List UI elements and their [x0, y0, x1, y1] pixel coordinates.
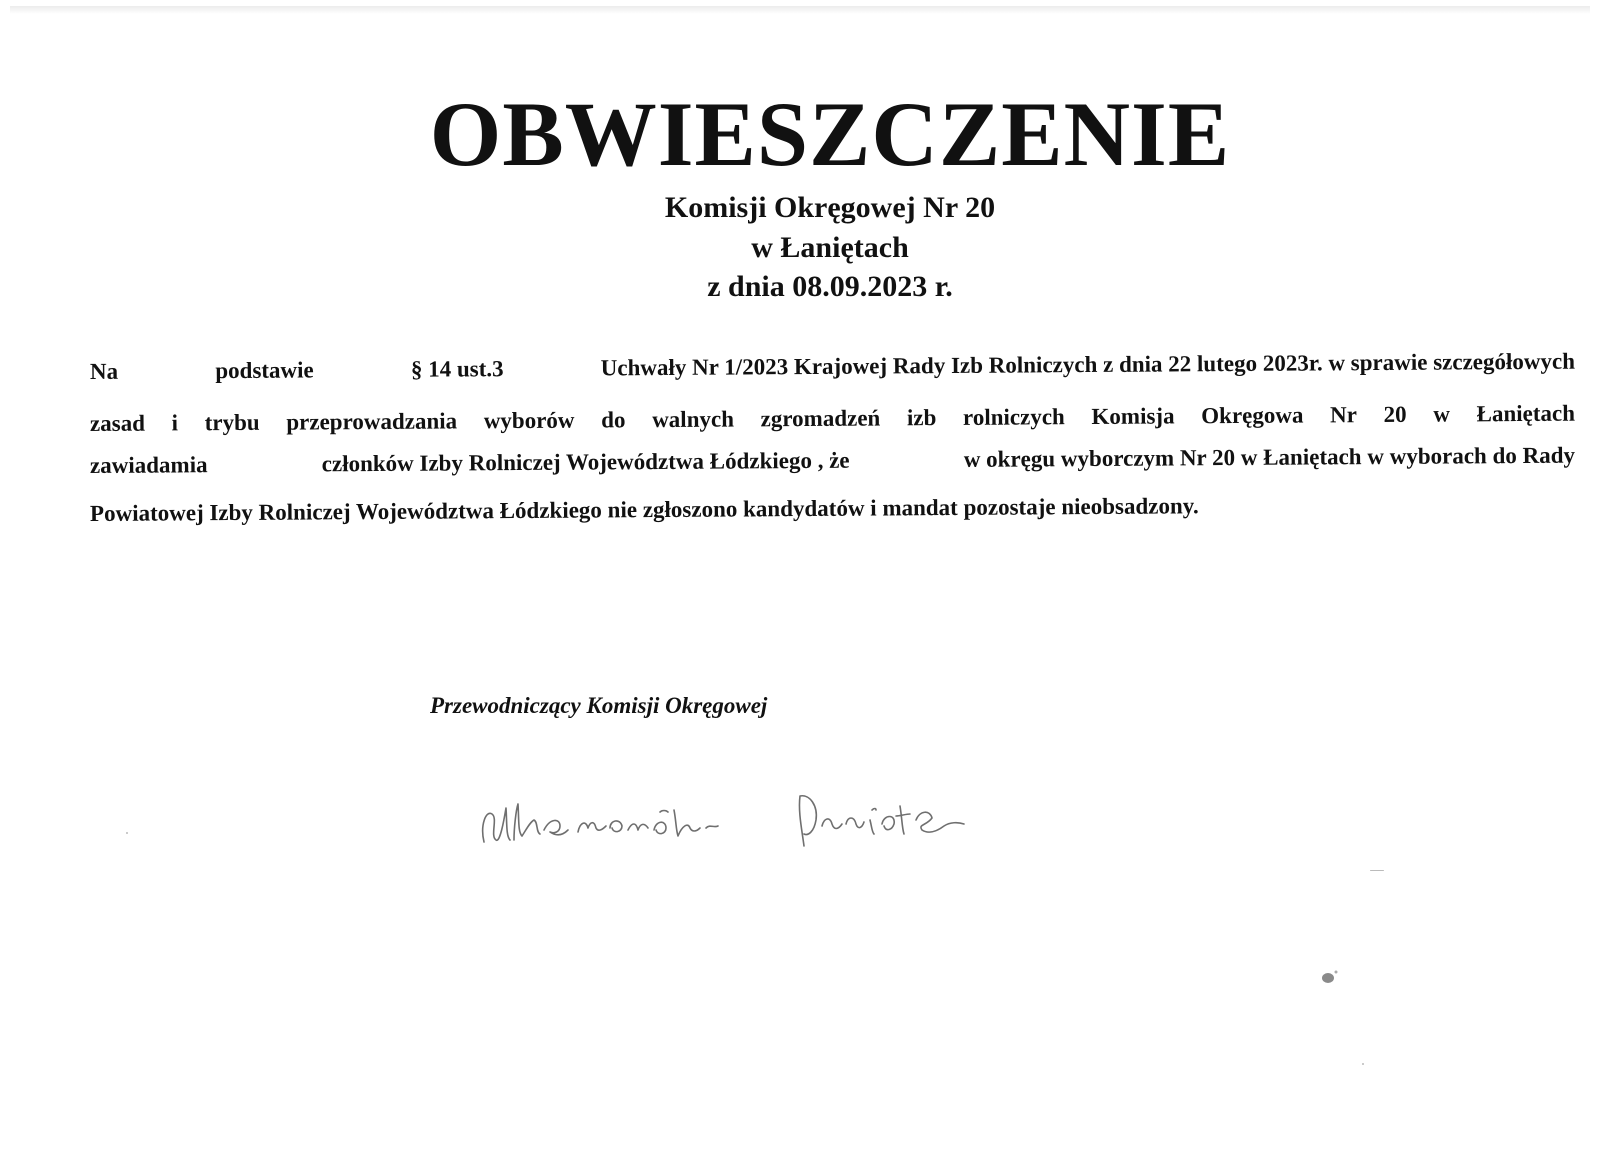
- body-word: Komisja: [1091, 403, 1175, 430]
- subtitle-location: w Łaniętach: [751, 231, 909, 264]
- signature-title: Przewodniczący Komisji Okręgowej: [430, 693, 768, 718]
- body-word: izb: [906, 405, 937, 431]
- body-word: w: [1433, 401, 1450, 427]
- body-word: i: [171, 410, 179, 436]
- handwritten-signature: [470, 770, 990, 870]
- body-word: w okręgu wyborczym Nr 20 w Łaniętach w wyborach do Rady: [963, 442, 1576, 472]
- body-word: Na: [89, 358, 119, 384]
- scan-speck: [1318, 966, 1342, 986]
- scan-dot: [1362, 1063, 1364, 1065]
- body-word: do: [601, 407, 626, 433]
- body-word: trybu: [204, 409, 260, 436]
- body-word: walnych: [652, 406, 735, 433]
- body-line-1: [90, 350, 1575, 383]
- document-title: OBWIESZCZENIE: [429, 83, 1231, 185]
- body-word: zawiadamia: [89, 452, 208, 478]
- scan-dot: [126, 832, 128, 834]
- body-word: Nr: [1330, 402, 1358, 428]
- body-word: zasad: [89, 410, 146, 436]
- body-word: Uchwały Nr 1/2023 Krajowej Rady Izb Rolniczych z dnia 22 lutego 2023r. w sprawie szczegółowych: [600, 348, 1576, 381]
- scan-edge-shadow: [10, 6, 1590, 14]
- body-word: Okręgowa: [1201, 402, 1304, 429]
- body-word: § 14 ust.3: [410, 356, 504, 382]
- body-line-3: [90, 444, 1575, 477]
- body-word: Łaniętach: [1476, 400, 1576, 427]
- body-word: podstawie: [215, 357, 314, 384]
- body-line-4: Powiatowej Izby Rolniczej Województwa Łódzkiego nie zgłoszono kandydatów i mandat pozostaje nieobsadzony.: [89, 493, 1199, 526]
- body-word: wyborów: [483, 407, 575, 434]
- body-word: członków Izby Rolniczej Województwa Łódzkiego , że: [321, 447, 850, 477]
- body-word: 20: [1383, 401, 1407, 427]
- body-word: zgromadzeń: [760, 405, 881, 432]
- body-word: przeprowadzania: [286, 408, 458, 435]
- subtitle-commission: Komisji Okręgowej Nr 20: [664, 191, 996, 224]
- subtitle-date: z dnia 08.09.2023 r.: [707, 270, 953, 303]
- body-word: rolniczych: [962, 404, 1065, 430]
- body-line-2: [90, 402, 1575, 435]
- scan-dot: [1370, 870, 1384, 871]
